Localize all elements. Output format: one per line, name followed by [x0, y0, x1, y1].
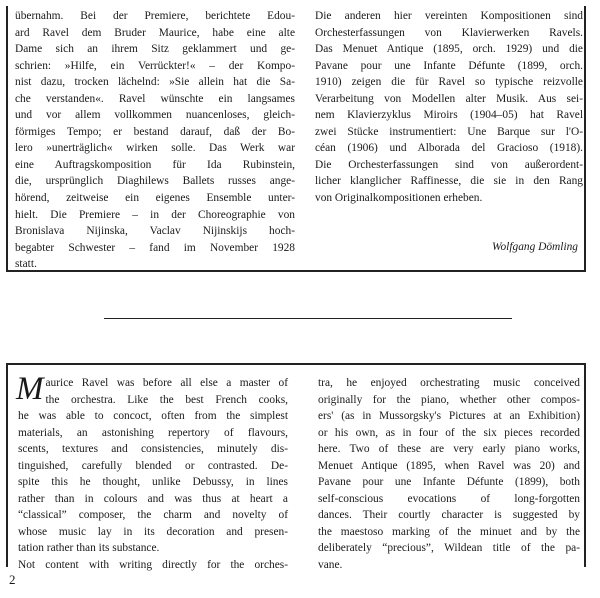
text-line: scents, textures and consistencies, minutely dis- [18, 443, 288, 456]
text-line: 1910) zeigen die für Ravel so typische reizvolle [315, 76, 583, 89]
english-right-column [318, 375, 580, 574]
text-line: und vor allem vollkommen nuancenloses, gleich- [15, 109, 295, 122]
text-line: Die Orchesterfassungen sind von außerordent- [315, 158, 583, 171]
text-line: Dame sich an ihrem Sitz geklammert und ge- [15, 43, 295, 56]
author-signature: Wolfgang Dömling [492, 241, 578, 253]
text-line: begabter Schwester – fand im November 1928 [15, 241, 295, 254]
text-line: Menuet Antique (1895, when Ravel was 20) and [318, 459, 580, 472]
text-line: von Originalkompositionen erheben. [315, 192, 483, 205]
text-line: aurice Ravel was before all else a master of [45, 377, 288, 389]
text-line: or his own, as in four of the six pieces recorded [318, 426, 580, 439]
text-line: vane. [318, 559, 343, 572]
english-left-column [16, 371, 288, 574]
text-line: he was able to concoct, often from the simplest [18, 410, 288, 423]
section-divider [104, 318, 512, 319]
text-line: hielt. Die Premiere – in der Choreographie von [15, 208, 295, 221]
text-line: here. Two of these are very early piano works, [318, 443, 580, 456]
text-line: nem Klavierzyklus Miroirs (1904–05) hat Ravel [315, 109, 583, 122]
text-line: förmiges Tempo; er bestand darauf, daß der Bo- [15, 125, 295, 138]
text-line: schrien: »Hilfe, ein Verrückter!« – der Kompo- [15, 59, 295, 72]
text-line: die, ursprünglich Diaghilews Ballets russes ange- [15, 175, 295, 188]
text-line: lero »unerträglich« wirken solle. Das Werk war [15, 142, 295, 155]
text-line: Pavane pour une Infante Défunte (1899), both [318, 476, 580, 489]
text-line: Orchesterfassungen von Klavierwerken Ravels. [315, 26, 583, 39]
text-line: eine Auftragskomposition für Ida Rubinstein, [15, 158, 295, 171]
text-line: statt. [15, 258, 37, 271]
text-line: whose music lay in its decoration and presen- [18, 525, 288, 538]
text-line: Not content with writing directly for the orches- [18, 559, 288, 572]
text-line: Pavane pour une Infante Défunte (1899, orch. [315, 59, 583, 72]
text-line: zwei Stücke instrumentiert: Une Barque sur l'O- [315, 125, 583, 138]
text-line: ers' (as in Mussorgsky's Pictures at an Exhibition) [318, 410, 580, 423]
text-line: the orchestra. Like the best French cooks, [45, 393, 288, 406]
text-line: tation rather than its substance. [18, 542, 160, 555]
text-line: Das Menuet Antique (1895, orch. 1929) und die [315, 43, 583, 56]
page-number: 2 [9, 572, 16, 587]
text-line: ard Ravel dem Bruder Maurice, habe eine alte [15, 26, 295, 39]
german-right-column [315, 8, 583, 207]
text-line: Bronislava Nijinska, Vaclav Nijinskijs hoch- [15, 225, 295, 238]
text-line: Die anderen hier vereinten Kompositionen sind [315, 10, 583, 22]
text-line: übernahm. Bei der Premiere, berichtete Edou- [15, 10, 295, 22]
text-line: tra, he enjoyed orchestrating music conceived [318, 377, 580, 389]
text-line: tinguished, carefully blended or contrasted. De- [18, 459, 288, 472]
text-line: Verarbeitung von Modellen alter Musik. Aus sei- [315, 92, 583, 105]
german-left-column [15, 8, 295, 273]
text-line: deliberately “precious”, Wildean title of the pa- [318, 542, 580, 555]
text-line: che verstanden«. Ravel wünschte ein langsames [15, 92, 295, 105]
text-line: licher klanglicher Raffinesse, die sie in den Rang [315, 175, 583, 188]
text-line: spite this he thought, unlike Debussy, in lines [18, 476, 288, 489]
text-line: dances. Their courtly character is suggested by [318, 509, 580, 522]
text-line: originally for the piano, whether other compos- [318, 393, 580, 406]
text-line: rather than in colours and was thus at heart a [18, 492, 288, 505]
text-line: hörend, zeitweise ein eigenes Ensemble unter- [15, 192, 295, 205]
text-line: materials, an astonishing repertory of flavours, [18, 426, 288, 439]
text-line: céan (1906) und Alborada del Gracioso (1918). [315, 142, 583, 155]
text-line: “classical” composer, the charm and novelty of [18, 509, 288, 522]
text-line: self-conscious evocations of long-forgotten [318, 492, 580, 505]
drop-cap: M [16, 371, 44, 407]
text-line: nist dazu, trocken lächelnd: »Sie allein hat die Sa- [15, 76, 295, 89]
text-line: the maestoso marking of the minuet and by the [318, 525, 580, 538]
